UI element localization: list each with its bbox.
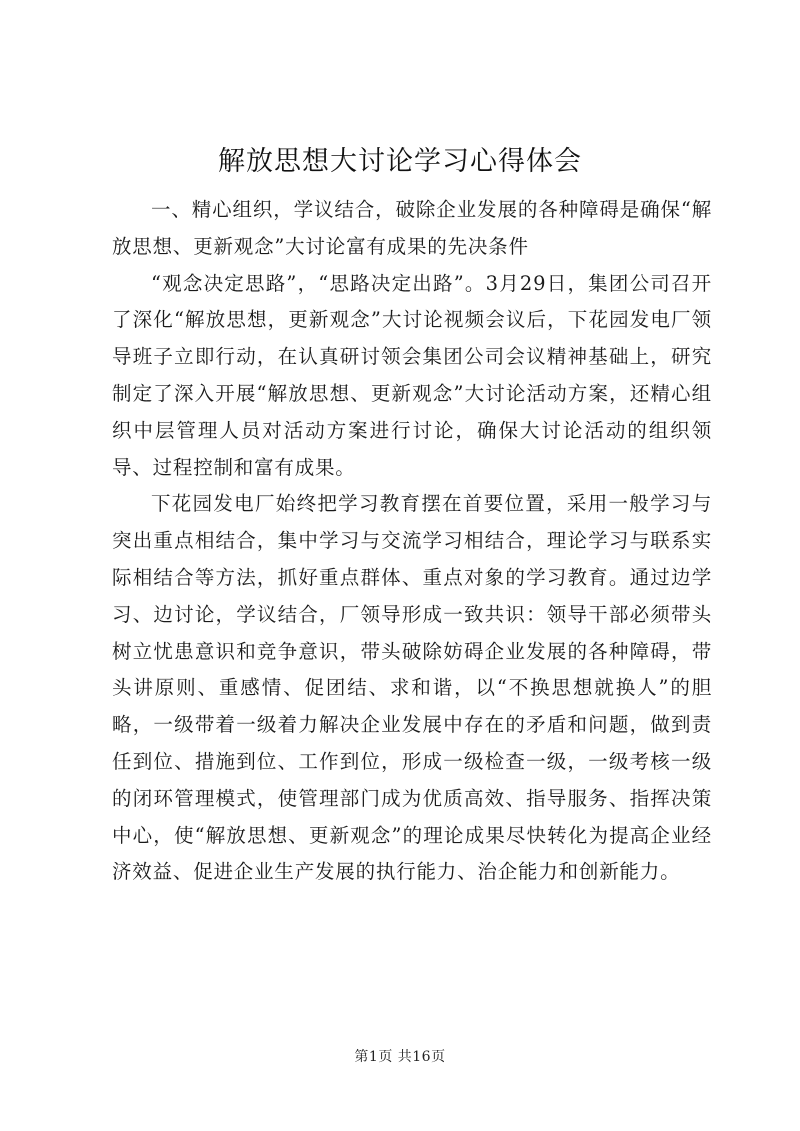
section-heading-paragraph: 一、精心组织，学议结合，破除企业发展的各种障碍是确保“解放思想、更新观念”大讨论富有成果的先决条件	[112, 198, 712, 258]
body-paragraph: “观念决定思路”，“思路决定出路”。3月29日，集团公司召开了深化“解放思想，更新观念”大讨论视频会议后，下花园发电厂领导班子立即行动，在认真研讨领会集团公司会议精神基础上，研究制定了深入开展“解放思想、更新观念”大讨论活动方案，还精心组织中层管理人员对活动方案进行讨论，确保大讨论活动的组织领导、过程控制和富有成果。	[112, 271, 712, 479]
page-number-footer: 第1页 共16页	[354, 1049, 446, 1065]
document-body	[112, 192, 712, 891]
document-title: 解放思想大讨论学习心得体会	[218, 146, 582, 177]
body-paragraph: 下花园发电厂始终把学习教育摆在首要位置，采用一般学习与突出重点相结合，集中学习与交流学习相结合，理论学习与联系实际相结合等方法，抓好重点群体、重点对象的学习教育。通过边学习、边讨论，学议结合，厂领导形成一致共识：领导干部必须带头树立忧患意识和竞争意识，带头破除妨碍企业发展的各种障碍，带头讲原则、重感情、促团结、求和谐，以“不换思想就换人”的胆略，一级带着一级着力解决企业发展中存在的矛盾和问题，做到责任到位、措施到位、工作到位，形成一级检查一级，一级考核一级的闭环管理模式，使管理部门成为优质高效、指导服务、指挥决策中心，使“解放思想、更新观念”的理论成果尽快转化为提高企业经济效益、促进企业生产发展的执行能力、治企能力和创新能力。	[112, 492, 712, 884]
